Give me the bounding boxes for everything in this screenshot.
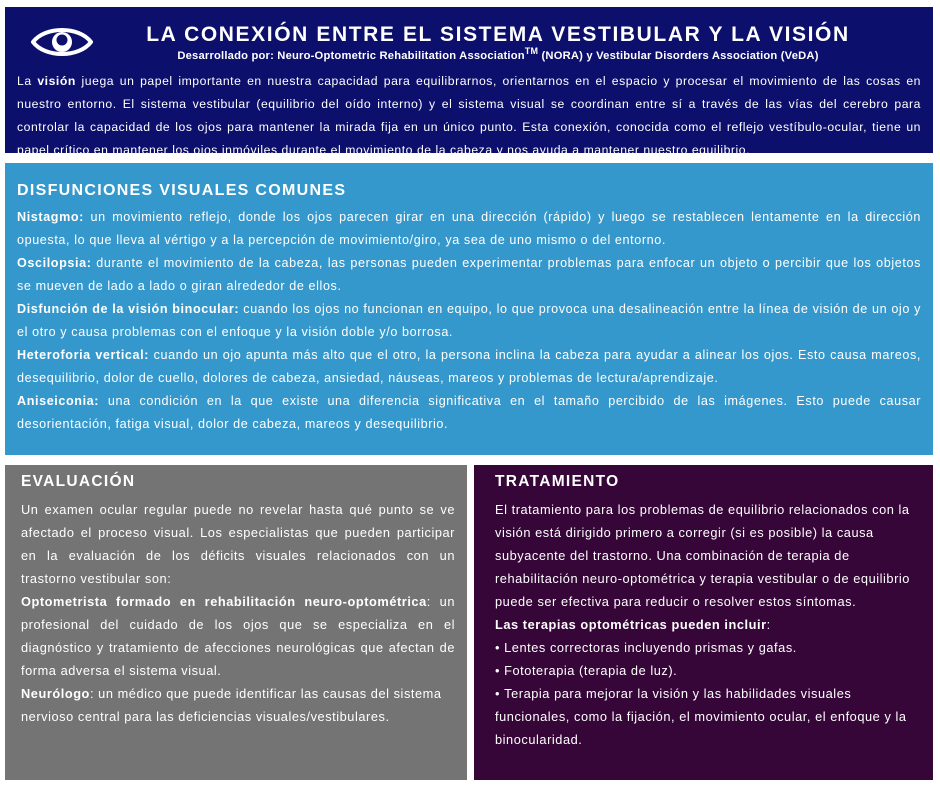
specialist-term: Optometrista formado en rehabilitación neuro-optométrica: [21, 594, 427, 609]
section-evaluacion: [5, 465, 467, 780]
colon: :: [766, 617, 771, 632]
dysfunction-description: durante el movimiento de la cabeza, las personas pueden experimentar problemas para enfocar un objeto o percibir que los objetos se mueven de lado a lado o giran alrededor de ellos.: [17, 256, 921, 293]
intro-bold-term: visión: [37, 74, 76, 88]
dysfunction-term: Aniseiconia:: [17, 394, 100, 408]
specialist-description: : un profesional del cuidado de los ojos que se especializa en el diagnóstico y tratamiento de afecciones neurológicas que afectan de forma adversa el sistema visual.: [21, 594, 455, 678]
specialist-description: : un médico que puede identificar las causas del sistema nervioso central para las deficiencias visuales/vestibulares.: [21, 686, 442, 724]
section-heading: EVALUACIÓN: [21, 473, 136, 490]
dysfunction-term: Heteroforia vertical:: [17, 348, 150, 362]
subtitle-text: Desarrollado por: Neuro-Optometric Rehabilitation Association: [177, 50, 525, 62]
dysfunction-description: una condición en la que existe una diferencia significativa en el tamaño percibido de las imágenes. Esto puede causar desorientación, fatiga visual, dolor de cabeza, mareos y desequilibrio.: [17, 394, 921, 431]
dysfunction-term: Disfunción de la visión binocular:: [17, 302, 240, 316]
dysfunction-item: [17, 298, 921, 344]
dysfunction-item: [17, 206, 921, 252]
subtitle-text-post: (NORA) y Vestibular Disorders Association (VeDA): [538, 50, 819, 62]
therapy-list-heading: [495, 613, 921, 636]
section-disfunciones: [5, 163, 933, 455]
intro-text: La: [17, 74, 38, 88]
section-tratamiento: [474, 465, 933, 780]
specialist-item: [21, 682, 455, 728]
dysfunction-item: [17, 390, 921, 436]
subtitle-credits: [5, 46, 933, 63]
dysfunction-list: [17, 206, 921, 436]
specialist-item: [21, 590, 455, 682]
therapy-bullet: • Terapia para mejorar la visión y las habilidades visuales funcionales, como la fijación, el movimiento ocular, el enfoque y la binocularidad.: [495, 682, 921, 751]
intro-text-rest: juega un papel importante en nuestra capacidad para equilibrarnos, orientarnos en el espacio y procesar el movimiento de las cosas en nuestro entorno. El sistema vestibular (equilibrio del oído interno) y el sistema visual se coordinan entre sí a través de las vías del cerebro para controlar la capacidad de los ojos para mantener la mirada fija en un único punto. Esta conexión, conocida como el reflejo vestíbulo-ocular, tiene un papel crítico en mantener los ojos inmóviles durante el movimiento de la cabeza y nos ayuda a mantener nuestro equilibrio.: [17, 74, 921, 157]
trademark-mark: TM: [524, 46, 539, 56]
tratamiento-body: [495, 498, 921, 751]
therapy-bullet: • Lentes correctoras incluyendo prismas y gafas.: [495, 636, 921, 659]
specialist-term: Neurólogo: [21, 686, 90, 701]
tratamiento-intro: El tratamiento para los problemas de equilibrio relacionados con la visión está dirigido primero a corregir (si es posible) la causa subyacente del trastorno. Una combinación de terapia de rehabilitación neuro-optométrica y terapia vestibular o de equilibrio puede ser efectiva para reducir o resolver estos síntomas.: [495, 502, 910, 609]
page-title: LA CONEXIÓN ENTRE EL SISTEMA VESTIBULAR Y LA VISIÓN: [146, 23, 850, 46]
therapy-list-heading-text: Las terapias optométricas pueden incluir: [495, 617, 767, 632]
intro-paragraph: [17, 70, 921, 162]
section-heading: TRATAMIENTO: [495, 473, 620, 490]
evaluacion-intro: Un examen ocular regular puede no revelar hasta qué punto se ve afectado el proceso visual. Los especialistas que pueden participar en la evaluación de los déficits visuales relacionados con un trastorno vestibular son:: [21, 502, 455, 586]
dysfunction-item: [17, 344, 921, 390]
evaluacion-body: [21, 498, 455, 728]
dysfunction-item: [17, 252, 921, 298]
dysfunction-description: cuando un ojo apunta más alto que el otro, la persona inclina la cabeza para ayudar a alinear los ojos. Esto causa mareos, desequilibrio, dolor de cuello, dolores de cabeza, ansiedad, náuseas, mareos y problemas de lectura/aprendizaje.: [17, 348, 921, 385]
dysfunction-term: Nistagmo:: [17, 210, 84, 224]
dysfunction-description: cuando los ojos no funcionan en equipo, lo que provoca una desalineación entre la línea de visión de un ojo y el otro y causa problemas con el enfoque y la visión doble y/o borrosa.: [17, 302, 921, 339]
dysfunction-term: Oscilopsia:: [17, 256, 92, 270]
section-heading: DISFUNCIONES VISUALES COMUNES: [17, 182, 347, 199]
therapy-bullet: • Fototerapia (terapia de luz).: [495, 659, 921, 682]
header-banner: [5, 7, 933, 157]
dysfunction-description: un movimiento reflejo, donde los ojos parecen girar en una dirección (rápido) y luego se restablecen lentamente en la dirección opuesta, lo que lleva al vértigo y a la percepción de movimiento/giro, ya sea de uno mismo o del entorno.: [17, 210, 921, 247]
